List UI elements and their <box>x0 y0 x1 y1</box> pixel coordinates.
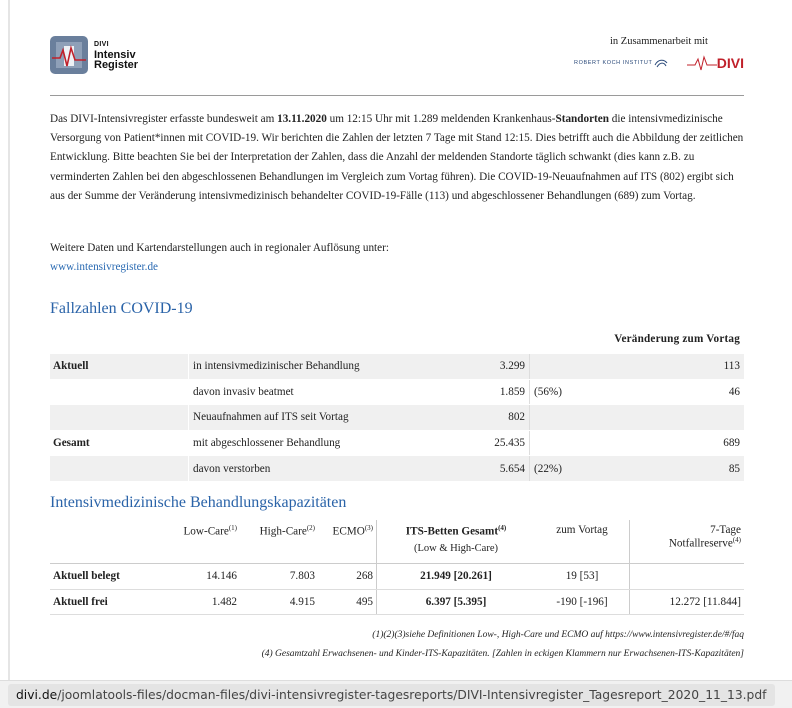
fallzahlen-heading: Fallzahlen COVID-19 <box>50 300 193 317</box>
header-reserve-sup: (4) <box>732 536 741 544</box>
header-low-care <box>160 520 237 563</box>
more-data-paragraph <box>50 239 746 277</box>
row-pct: (22%) <box>534 462 562 475</box>
header-zum-vortag: zum Vortag <box>535 520 630 564</box>
row-group: Gesamt <box>53 437 90 450</box>
table-row <box>50 590 744 616</box>
kapazitaeten-heading: Intensivmedizinische Behandlungskapazitäten <box>50 494 347 511</box>
status-url-bar <box>0 680 792 708</box>
row-value: 5.654 <box>388 456 530 481</box>
table-row <box>50 379 744 405</box>
row-its: 6.397 [5.395] <box>425 595 487 608</box>
header-high-sup: (2) <box>306 524 315 532</box>
url-domain: divi.de <box>16 688 58 702</box>
table-row <box>50 404 744 430</box>
row-change: 113 <box>723 360 740 373</box>
intro-date: 13.11.2020 <box>277 113 327 125</box>
intro-text-b: um 12:15 Uhr mit 1.289 meldenden Krankenhaus- <box>326 113 556 125</box>
header-empty <box>50 520 160 563</box>
row-pct: (56%) <box>534 385 562 398</box>
header-its-gesamt <box>377 520 535 563</box>
fallzahlen-table <box>50 331 744 481</box>
header-low-sup: (1) <box>228 524 237 532</box>
header-reserve-line2: Notfallreserve <box>668 537 733 550</box>
rki-logo-text: ROBERT KOCH INSTITUT <box>574 60 653 66</box>
header-reserve-line1: 7-Tage <box>710 524 741 536</box>
row-value: 25.435 <box>388 431 530 456</box>
row-vortag: -190 [-196] <box>535 590 630 615</box>
divi-heartbeat-icon <box>687 55 717 71</box>
header-its-text: ITS-Betten Gesamt <box>405 525 499 538</box>
table-row <box>50 564 744 590</box>
footnote-1: (1)(2)(3)siehe Definitionen Low-, High-Care und ECMO auf https://www.intensivregister.de/#/faq <box>372 630 744 640</box>
row-value: 3.299 <box>388 354 530 379</box>
row-vortag: 19 [53] <box>535 564 630 589</box>
header-ecmo <box>315 520 377 564</box>
row-label: in intensivmedizinischer Behandlung <box>188 354 388 379</box>
rki-logo <box>574 57 668 69</box>
header-high-care <box>237 520 315 563</box>
kapazitaeten-table <box>50 520 744 615</box>
row-group: Aktuell <box>53 360 89 373</box>
row-label: Neuaufnahmen auf ITS seit Vortag <box>188 405 388 430</box>
row-its: 21.949 [20.261] <box>420 570 492 583</box>
intro-text-a: Das DIVI-Intensivregister erfasste bundesweit am <box>50 113 278 125</box>
row-value: 1.859 <box>388 380 530 405</box>
header-ecmo-sup: (3) <box>364 524 373 532</box>
row-change: 85 <box>728 462 740 475</box>
heartbeat-icon <box>50 36 88 74</box>
table-row <box>50 455 744 481</box>
table-row <box>50 430 744 456</box>
more-data-text: Weitere Daten und Kartendarstellungen auch in regionaler Auflösung unter: <box>50 242 389 254</box>
logo-line-3: Register <box>94 59 139 71</box>
row-high: 4.915 <box>289 595 315 608</box>
intro-text-c: die intensivmedizinische Versorgung von Patient*innen mit COVID-19. Wir berichten die Zahlen der letzten 7 Tage mit Stand 12:15. Dies betrifft auch die Abbildung der zeitlichen Entwicklung. Bitte beachten Sie bei der Interpretation der Zahlen, dass die Anzahl der meldenden Standorte täglich schwankt (dies kann z.B. zu verminderten Zahlen bei den abgeschlossenen Behandlungen im Vergleich zum Vortag führen). Die COVID-19-Neuaufnahmen auf ITS (802) ergibt sich aus der Summe der Veränderung intensivmedizinisch behandelter COVID-19-Fälle (113) und abgeschlossener Behandlungen (689) zum Vortag. <box>50 113 744 202</box>
kapazitaeten-header-row <box>50 520 744 564</box>
row-change: 689 <box>723 437 740 450</box>
row-label: davon verstorben <box>188 456 388 481</box>
row-low: 1.482 <box>211 595 237 608</box>
row-label: Aktuell frei <box>53 595 108 608</box>
header-divider <box>50 95 744 96</box>
logo-line-2: Intensiv <box>94 49 136 61</box>
row-reserve: 12.272 [11.844] <box>669 595 741 608</box>
intensivregister-link[interactable]: www.intensivregister.de <box>50 261 159 274</box>
footnote-2: (4) Gesamtzahl Erwachsenen- und Kinder-ITS-Kapazitäten. [Zahlen in eckigen Klammern nur Erwachsenen-ITS-Kapazitäten] <box>261 649 744 659</box>
partner-block <box>574 36 744 71</box>
hover-url[interactable] <box>8 684 775 706</box>
divi-intensivregister-logo <box>50 36 138 74</box>
divi-logo-text: DIVI <box>716 55 744 71</box>
intro-standorte: Standorten <box>555 113 609 125</box>
header-low-text: Low-Care <box>183 525 229 538</box>
intro-paragraph <box>50 110 746 206</box>
logo-line-1: DIVI <box>94 41 109 48</box>
row-ecmo: 495 <box>315 590 377 615</box>
divi-logo <box>687 55 744 71</box>
header-high-text: High-Care <box>259 525 307 538</box>
cooperation-text: in Zusammenarbeit mit <box>610 36 708 47</box>
header-ecmo-text: ECMO <box>332 525 365 538</box>
rki-emblem-icon <box>654 57 668 69</box>
row-low: 14.146 <box>206 570 237 583</box>
row-value: 802 <box>388 405 530 430</box>
row-change: 46 <box>728 385 740 398</box>
row-label: davon invasiv beatmet <box>188 380 388 405</box>
page-edge <box>8 0 10 680</box>
header-its-sub: (Low & High-Care) <box>414 542 498 554</box>
row-ecmo: 268 <box>315 564 377 589</box>
row-label: Aktuell belegt <box>53 570 120 583</box>
header-notfallreserve <box>630 520 744 563</box>
row-high: 7.803 <box>289 570 315 583</box>
row-label: mit abgeschlossener Behandlung <box>188 431 388 456</box>
header-its-sup: (4) <box>498 524 507 532</box>
header-change-vortag: Veränderung zum Vortag <box>614 333 740 345</box>
table-row <box>50 353 744 379</box>
url-path: /joomlatools-files/docman-files/divi-intensivregister-tagesreports/DIVI-Intensivregister_Tagesreport_2020_11_13.pdf <box>57 688 767 702</box>
